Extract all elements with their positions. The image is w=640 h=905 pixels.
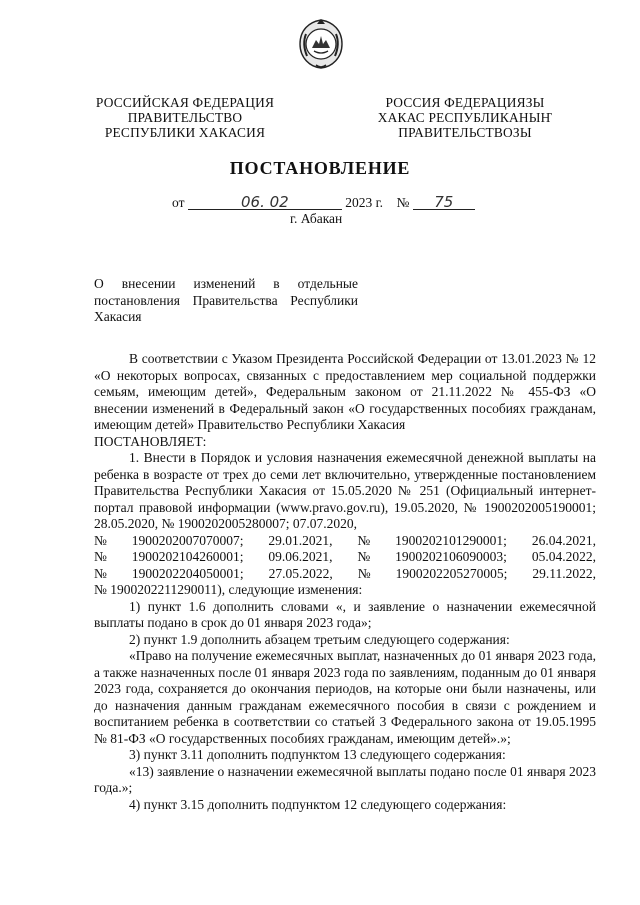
pub-cell: 1900202205270005; xyxy=(395,565,508,581)
document-type: ПОСТАНОВЛЕНИЕ xyxy=(229,158,411,178)
publication-last: № 1900202211290011), следующие изменения: xyxy=(94,582,363,597)
decree-word: ПОСТАНОВЛЯЕТ: xyxy=(94,433,207,449)
document-subject: О внесении изменений в отдельные постановления Правительства Республики Хакасия xyxy=(94,276,358,324)
header-right-line-1: РОССИЯ ФЕДЕРАЦИЯЗЫ xyxy=(385,95,545,110)
date-number-line xyxy=(172,193,475,211)
subitem-2: 2) пункт 1.9 дополнить абзацем третьим следующего содержания: xyxy=(129,631,510,647)
subitem-4: 4) пункт 3.15 дополнить подпунктом 12 следующего содержания: xyxy=(129,796,507,812)
subitem-3: 3) пункт 3.11 дополнить подпунктом 13 следующего содержания: xyxy=(129,747,506,762)
subitem-1: 1) пункт 1.6 дополнить словами «, и заявление о назначении ежемесячной выплаты подано в срок до 01 января 2023 года»; xyxy=(94,598,596,630)
item-1-intro: 1. Внести в Порядок и условия назначения ежемесячной денежной выплаты на ребенка в возрасте от трех до семи лет включительно, утвержденные постановлением Правительства Республики Хакасия от 15.05.2020 № 251 (Официальный интернет-портал правовой информации (www.pravo.gov.ru), 19.05.2020, № 1900202005190001; 28.05.2020, № 1900202005280007; 07.07.2020, xyxy=(94,450,596,531)
pub-cell: 1900202204050001; xyxy=(131,565,244,581)
document-body xyxy=(94,351,596,813)
pub-cell: 05.04.2022, xyxy=(531,549,596,564)
date-handwritten: 06. 02 xyxy=(241,193,289,211)
pub-cell: 29.01.2021, xyxy=(268,532,333,548)
header-right xyxy=(350,95,580,140)
pub-cell: № xyxy=(357,549,371,564)
pub-cell: 1900202101290001; xyxy=(395,532,507,548)
coat-of-arms-icon xyxy=(298,18,344,70)
header-left-line-1: РОССИЙСКАЯ ФЕДЕРАЦИЯ xyxy=(95,95,275,110)
preamble: В соответствии с Указом Президента Российской Федерации от 13.01.2023 № 12 «О некоторых вопросах, связанных с предоставлением мер социальной поддержки семьям, имеющим детей», Федеральным законом от 21.11.2022 № 455-ФЗ «О внесении изменений в Федеральный закон «О государственных пособиях гражданам, имеющим детей» Правительство Республики Хакасия xyxy=(94,351,596,432)
header-right-line-2: ХАКАС РЕСПУБЛИКАНЫҤ xyxy=(377,110,553,125)
pub-cell: 1900202007070007; xyxy=(131,532,244,548)
pub-cell: № xyxy=(357,532,371,548)
publication-row xyxy=(94,566,596,583)
pub-cell: 26.04.2021, xyxy=(531,532,596,548)
subitem-3-quote: «13) заявление о назначении ежемесячной выплаты подано после 01 января 2023 года.»; xyxy=(94,763,596,795)
pub-cell: № xyxy=(94,565,107,581)
pub-cell: № xyxy=(94,549,107,564)
number-field xyxy=(413,193,475,210)
pub-cell: 1900202106090003; xyxy=(395,549,507,564)
publication-row xyxy=(94,533,596,550)
header-left-line-2: ПРАВИТЕЛЬСТВО xyxy=(127,110,243,125)
city: г. Абакан xyxy=(290,211,343,226)
header-left-line-3: РЕСПУБЛИКИ ХАКАСИЯ xyxy=(104,125,266,140)
number-label: № xyxy=(396,195,410,210)
pub-cell: 29.11.2022, xyxy=(532,565,596,581)
pub-cell: 1900202104260001; xyxy=(131,549,244,564)
number-handwritten: 75 xyxy=(434,193,454,211)
date-prefix: от xyxy=(172,195,185,210)
pub-cell: № xyxy=(94,532,107,548)
header-right-line-3: ПРАВИТЕЛЬСТВОЗЫ xyxy=(398,125,532,140)
date-year: 2023 г. xyxy=(345,195,383,210)
pub-cell: 09.06.2021, xyxy=(268,549,333,564)
publication-row xyxy=(94,549,596,566)
pub-cell: 27.05.2022, xyxy=(268,565,333,581)
quote-paragraph: «Право на получение ежемесячных выплат, назначенных до 01 января 2023 года, а также назначенных после 01 января 2023 года по заявлениям, поданным до 01 января 2023 года, сохраняется до окончания периодов, на которые они были назначены, или до назначения данным гражданам ежемесячного пособия в связи с рождением и воспитанием ребенка в соответствии со статьей 3 Федерального закона от 19.05.1995 № 81-ФЗ «О государственных пособиях гражданам, имеющим детей».»; xyxy=(94,648,596,746)
pub-cell: № xyxy=(357,565,371,581)
header-left xyxy=(80,95,290,140)
date-field xyxy=(188,193,342,210)
